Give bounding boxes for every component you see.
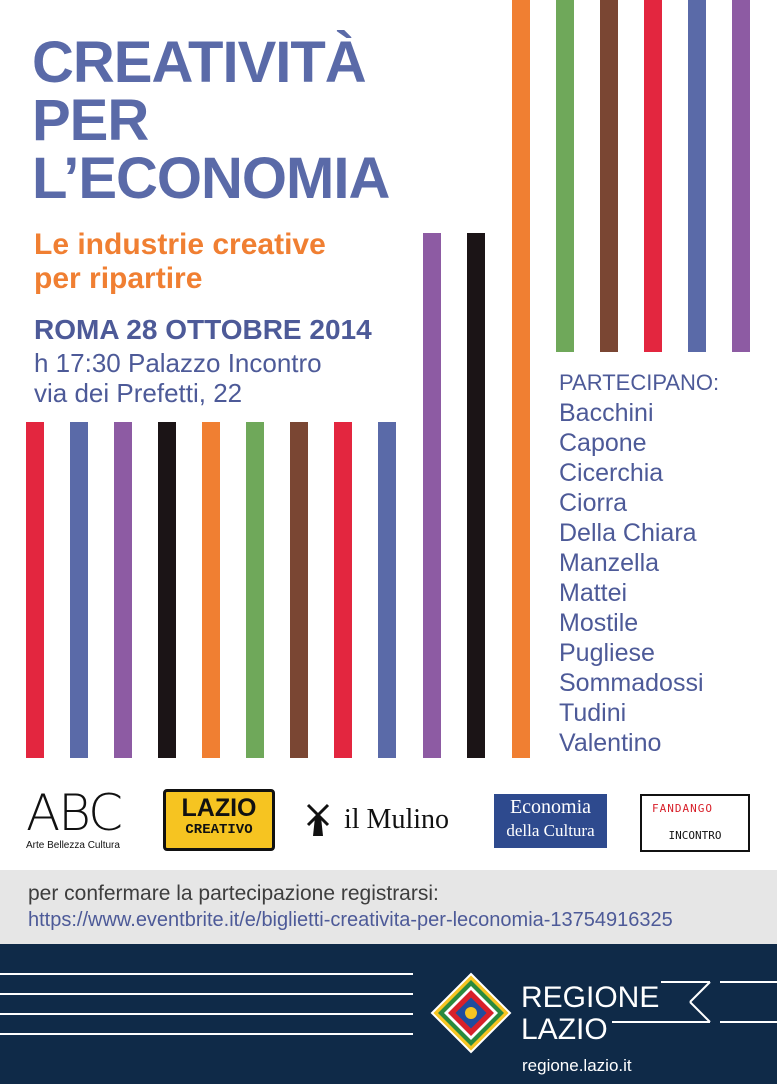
stripe	[600, 0, 618, 352]
regione-line1: REGIONE	[521, 981, 660, 1014]
participants-list	[559, 398, 719, 758]
stripe	[467, 233, 485, 758]
abc-logo-mark: ABC	[26, 784, 121, 842]
windmill-icon	[306, 803, 330, 837]
economia-cultura-line2: della Cultura	[506, 821, 595, 840]
stripe	[158, 422, 176, 758]
stripe	[378, 422, 396, 758]
stripe	[688, 0, 706, 352]
participant-name: Cicerchia	[559, 459, 664, 487]
footer	[0, 944, 777, 1084]
event-address: via dei Prefetti, 22	[34, 378, 243, 408]
participants-heading: PARTECIPANO:	[559, 370, 720, 395]
stripe	[290, 422, 308, 758]
event-location	[34, 348, 322, 408]
fandango-incontro-logo	[640, 794, 750, 852]
participants-section	[559, 370, 719, 758]
title-line: CREATIVITÀ	[32, 30, 366, 95]
event-time-place: h 17:30 Palazzo Incontro	[34, 348, 322, 378]
stripe	[334, 422, 352, 758]
stripe	[556, 0, 574, 352]
participant-name: Valentino	[559, 729, 662, 757]
abc-logo	[26, 784, 136, 854]
lazio-creativo-line1: LAZIO	[181, 794, 257, 822]
regione-line2: LAZIO	[521, 1013, 608, 1046]
economia-cultura-line1: Economia	[509, 796, 592, 818]
stripe	[70, 422, 88, 758]
participant-name: Manzella	[559, 549, 660, 577]
lazio-creativo-line2: CREATIVO	[185, 822, 253, 838]
page-title	[32, 30, 390, 211]
participant-name: Tudini	[559, 699, 627, 727]
economia-cultura-logo	[494, 794, 607, 848]
footer-lines	[0, 944, 777, 1084]
participant-name: Ciorra	[559, 489, 628, 517]
subtitle	[34, 228, 326, 296]
stripe	[114, 422, 132, 758]
title-line: PER	[32, 88, 149, 153]
stripe	[512, 0, 530, 758]
regione-lazio-wordmark	[521, 982, 659, 1046]
stripe	[202, 422, 220, 758]
stripe	[644, 0, 662, 352]
subtitle-line: Le industrie creative	[34, 228, 326, 261]
regione-url-link[interactable]: regione.lazio.it	[522, 1056, 632, 1075]
participant-name: Mattei	[559, 579, 628, 607]
il-mulino-logo	[306, 800, 449, 840]
abc-logo-caption: Arte Bellezza Cultura	[26, 840, 120, 851]
participant-name: Della Chiara	[559, 519, 697, 547]
participant-name: Capone	[559, 429, 647, 457]
regione-lazio-crest-icon	[430, 972, 512, 1054]
stripe	[26, 422, 44, 758]
title-line: L’ECONOMIA	[32, 146, 390, 211]
participant-name: Pugliese	[559, 639, 655, 667]
registration-text: per confermare la partecipazione registrarsi:	[28, 882, 439, 905]
lazio-creativo-logo	[163, 789, 275, 851]
participant-name: Bacchini	[559, 399, 654, 427]
stripe	[732, 0, 750, 352]
event-date: ROMA 28 OTTOBRE 2014	[34, 314, 372, 345]
il-mulino-text: il Mulino	[344, 804, 450, 835]
registration-band	[0, 870, 777, 944]
stripe	[246, 422, 264, 758]
fandango-line1: FANDANGO	[652, 802, 713, 815]
fandango-line2: INCONTRO	[668, 829, 722, 842]
registration-link[interactable]: https://www.eventbrite.it/e/biglietti-creativita-per-leconomia-13754916325	[28, 909, 673, 931]
participant-name: Mostile	[559, 609, 639, 637]
subtitle-line: per ripartire	[34, 262, 203, 295]
stripe	[423, 233, 441, 758]
participant-name: Sommadossi	[559, 669, 704, 697]
